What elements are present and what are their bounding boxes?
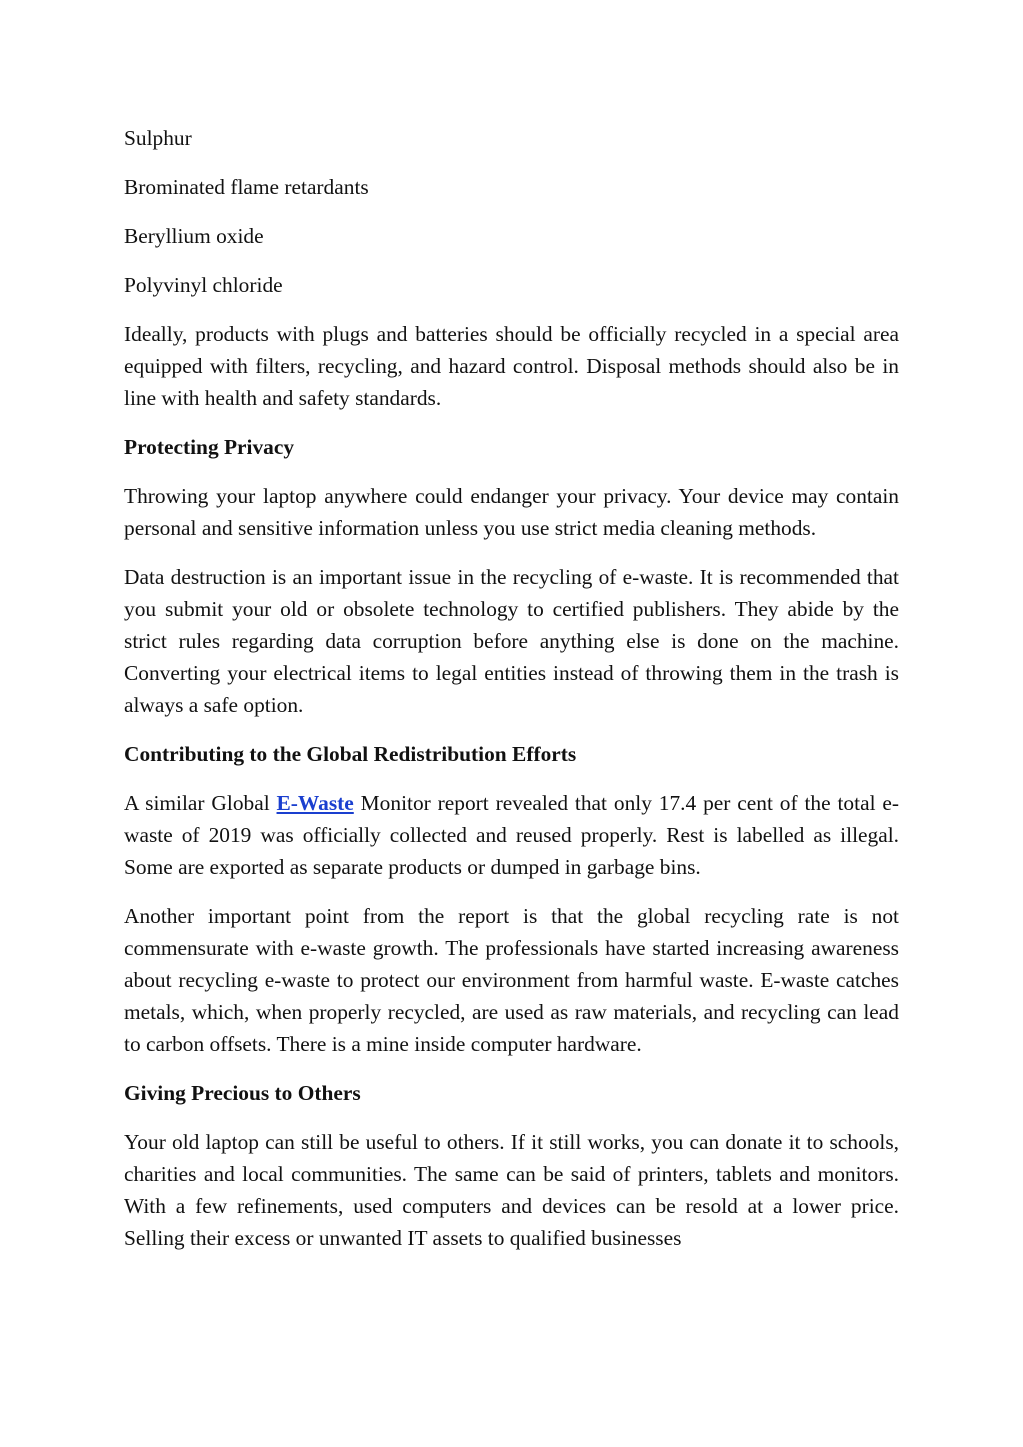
list-item: Polyvinyl chloride: [124, 273, 283, 297]
heading-giving-precious: Giving Precious to Others: [124, 1081, 361, 1105]
list-item: Sulphur: [124, 126, 192, 150]
list-item: Beryllium oxide: [124, 224, 264, 248]
paragraph-privacy-1: Throwing your laptop anywhere could endanger your privacy. Your device may contain personal and sensitive information unless you use strict media cleaning methods.: [124, 484, 899, 540]
heading-global-redistribution: Contributing to the Global Redistribution Efforts: [124, 742, 577, 766]
e-waste-link[interactable]: E-Waste: [276, 791, 354, 815]
heading-protecting-privacy: Protecting Privacy: [124, 435, 295, 459]
paragraph-giving: Your old laptop can still be useful to others. If it still works, you can donate it to schools, charities and local communities. The same can be said of printers, tablets and monitors. With a few refinements, used computers and devices can be resold at a lower price. Selling their excess or unwanted IT assets to qualified businesses: [124, 1130, 899, 1250]
paragraph-privacy-2: Data destruction is an important issue in the recycling of e-waste. It is recommended that you submit your old or obsolete technology to certified publishers. They abide by the strict rules regarding data corruption before anything else is done on the machine. Converting your electrical items to legal entities instead of throwing them in the trash is always a safe option.: [124, 565, 899, 717]
list-item: Brominated flame retardants: [124, 175, 369, 199]
paragraph-disposal: Ideally, products with plugs and batteries should be officially recycled in a special area equipped with filters, recycling, and hazard control. Disposal methods should also be in line with health and safety standards.: [124, 322, 899, 410]
document-page: [124, 122, 899, 1271]
paragraph-global-1: [124, 787, 899, 883]
paragraph-global-2: Another important point from the report is that the global recycling rate is not commensurate with e-waste growth. The professionals have started increasing awareness about recycling e-waste to protect our environment from harmful waste. E-waste catches metals, which, when properly recycled, are used as raw materials, and recycling can lead to carbon offsets. There is a mine inside computer hardware.: [124, 904, 899, 1056]
paragraph-global-1-before: A similar Global: [124, 791, 277, 815]
paragraph-global-1-after: Monitor report revealed that only 17.4 per cent of the total e-waste of 2019 was officially collected and reused properly. Rest is labelled as illegal. Some are exported as separate products or dumped in garbage bins.: [124, 791, 900, 879]
